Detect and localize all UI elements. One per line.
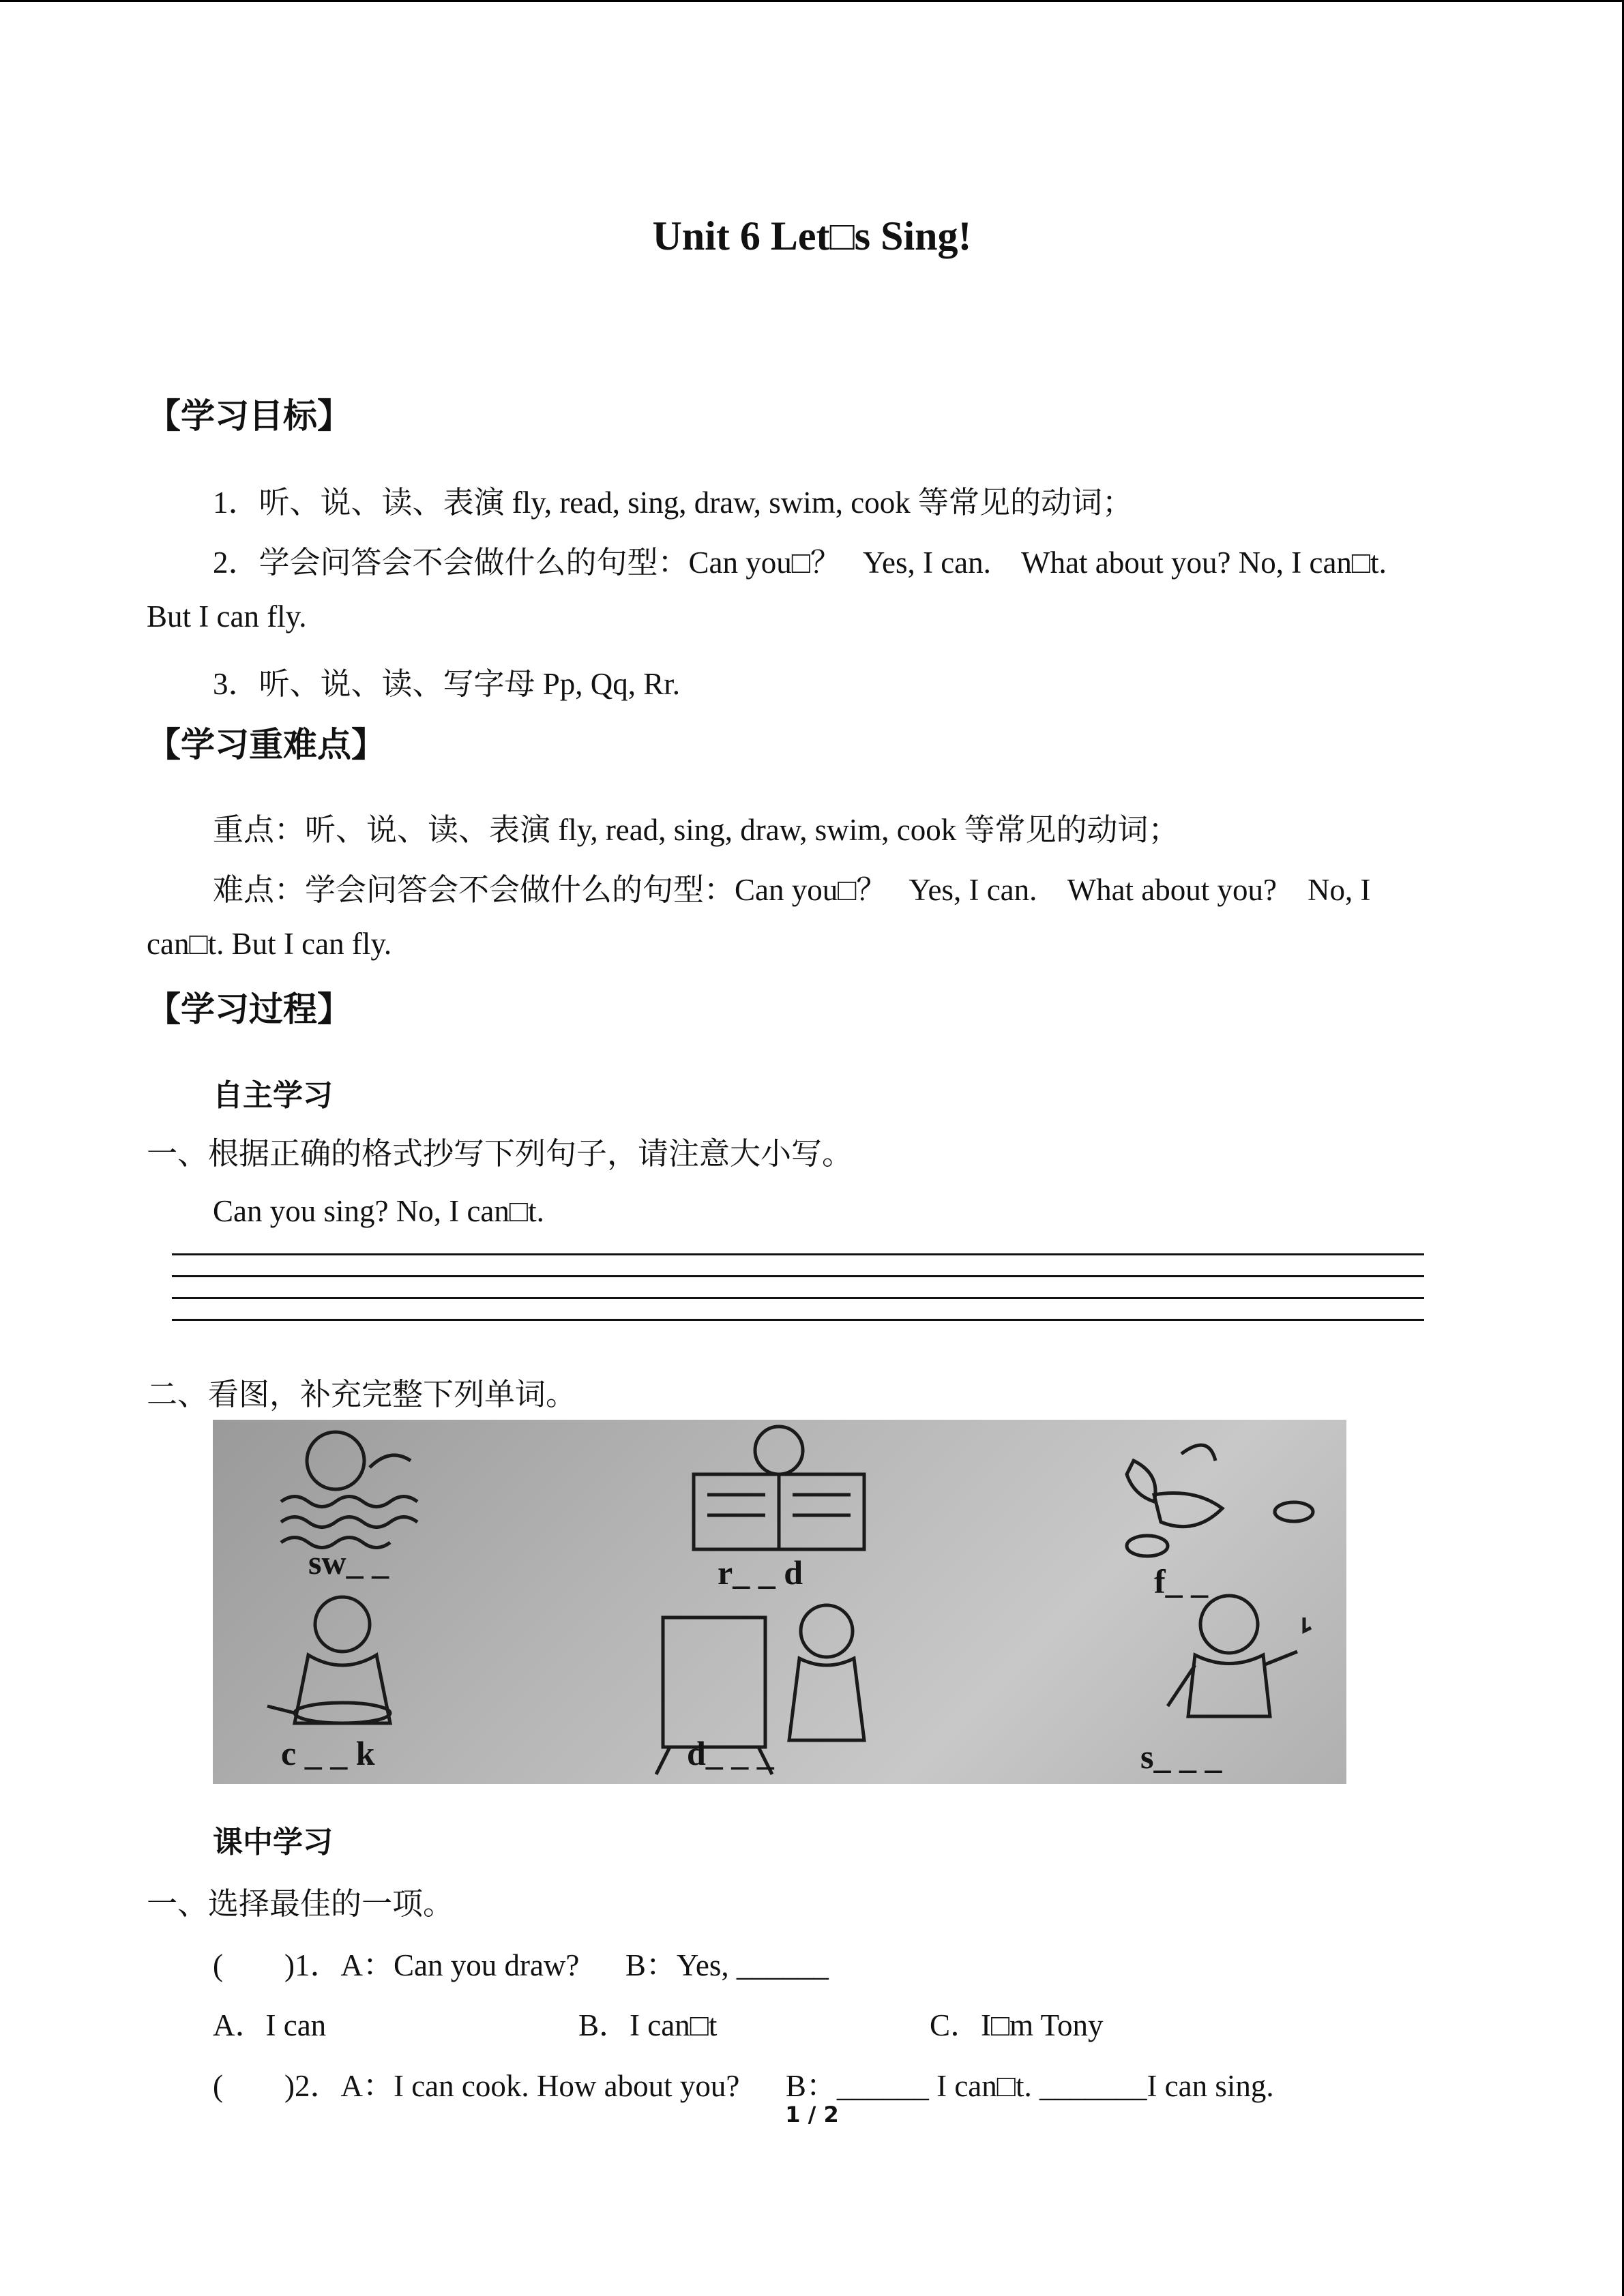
singer-drawing <box>1168 1596 1311 1716</box>
label-sing: s_ _ _ <box>1140 1738 1222 1776</box>
page-number: 1 / 2 <box>785 2102 839 2128</box>
swimmer-drawing <box>281 1432 417 1548</box>
choice-instruction: 一、选择最佳的一项。 <box>147 1887 454 1921</box>
writing-line-2 <box>172 1275 1424 1277</box>
key-point: 重点：听、说、读、表演 fly, read, sing, draw, swim, cook 等常见的动词； <box>213 813 1179 847</box>
label-fly: f_ _ <box>1154 1562 1209 1600</box>
q1-option-c: C．I□m Tony <box>930 2008 1104 2042</box>
reader-drawing <box>694 1427 864 1549</box>
verb-illustrations <box>213 1420 1346 1784</box>
objective-1: 1．听、说、读、表演 fly, read, sing, draw, swim, cook 等常见的动词； <box>213 486 1134 520</box>
label-swim: sw_ _ <box>308 1543 389 1581</box>
page-title: Unit 6 Let□s Sing! <box>652 213 972 258</box>
objective-3: 3．听、说、读、写字母 Pp, Qq, Rr. <box>213 667 681 701</box>
heading-process: 【学习过程】 <box>147 989 351 1029</box>
task1-instruction: 一、根据正确的格式抄写下列句子，请注意大小写。 <box>147 1137 853 1171</box>
task2-instruction: 二、看图，补充完整下列单词。 <box>147 1377 577 1412</box>
self-study-label: 自主学习 <box>213 1078 333 1113</box>
label-draw: d_ _ _ <box>687 1734 774 1772</box>
writing-line-1 <box>172 1253 1424 1255</box>
question-2: ( )2．A：I can cook. How about you? B：______ I can□t. _______I can sing. <box>213 2069 1274 2103</box>
writing-line-3 <box>172 1297 1424 1299</box>
cook-drawing <box>267 1597 390 1723</box>
q1-option-a: A．I can <box>213 2008 327 2042</box>
task1-sentence: Can you sing? No, I can□t. <box>213 1194 544 1228</box>
objective-2: 2．学会问答会不会做什么的句型：Can you□？ Yes, I can. What about you? No, I can□t. <box>213 546 1387 580</box>
label-cook: c _ _ k <box>281 1734 375 1772</box>
objective-2-cont: But I can fly. <box>147 599 307 633</box>
difficult-point-cont: can□t. But I can fly. <box>147 927 392 961</box>
difficult-point: 难点：学会问答会不会做什么的句型：Can you□？ Yes, I can. What about you? No, I <box>213 873 1371 907</box>
label-read: r_ _ d <box>718 1553 803 1592</box>
in-class-label: 课中学习 <box>213 1825 333 1860</box>
top-border <box>0 0 1624 2</box>
question-1: ( )1．A：Can you draw? B：Yes, ______ <box>213 1948 829 1982</box>
q1-option-b: B．I can□t <box>578 2008 718 2042</box>
writing-line-4 <box>172 1319 1424 1321</box>
bird-drawing <box>1127 1445 1313 1556</box>
heading-key-points: 【学习重难点】 <box>147 725 385 764</box>
heading-objectives: 【学习目标】 <box>147 396 351 436</box>
verb-picture-panel <box>213 1420 1346 1784</box>
